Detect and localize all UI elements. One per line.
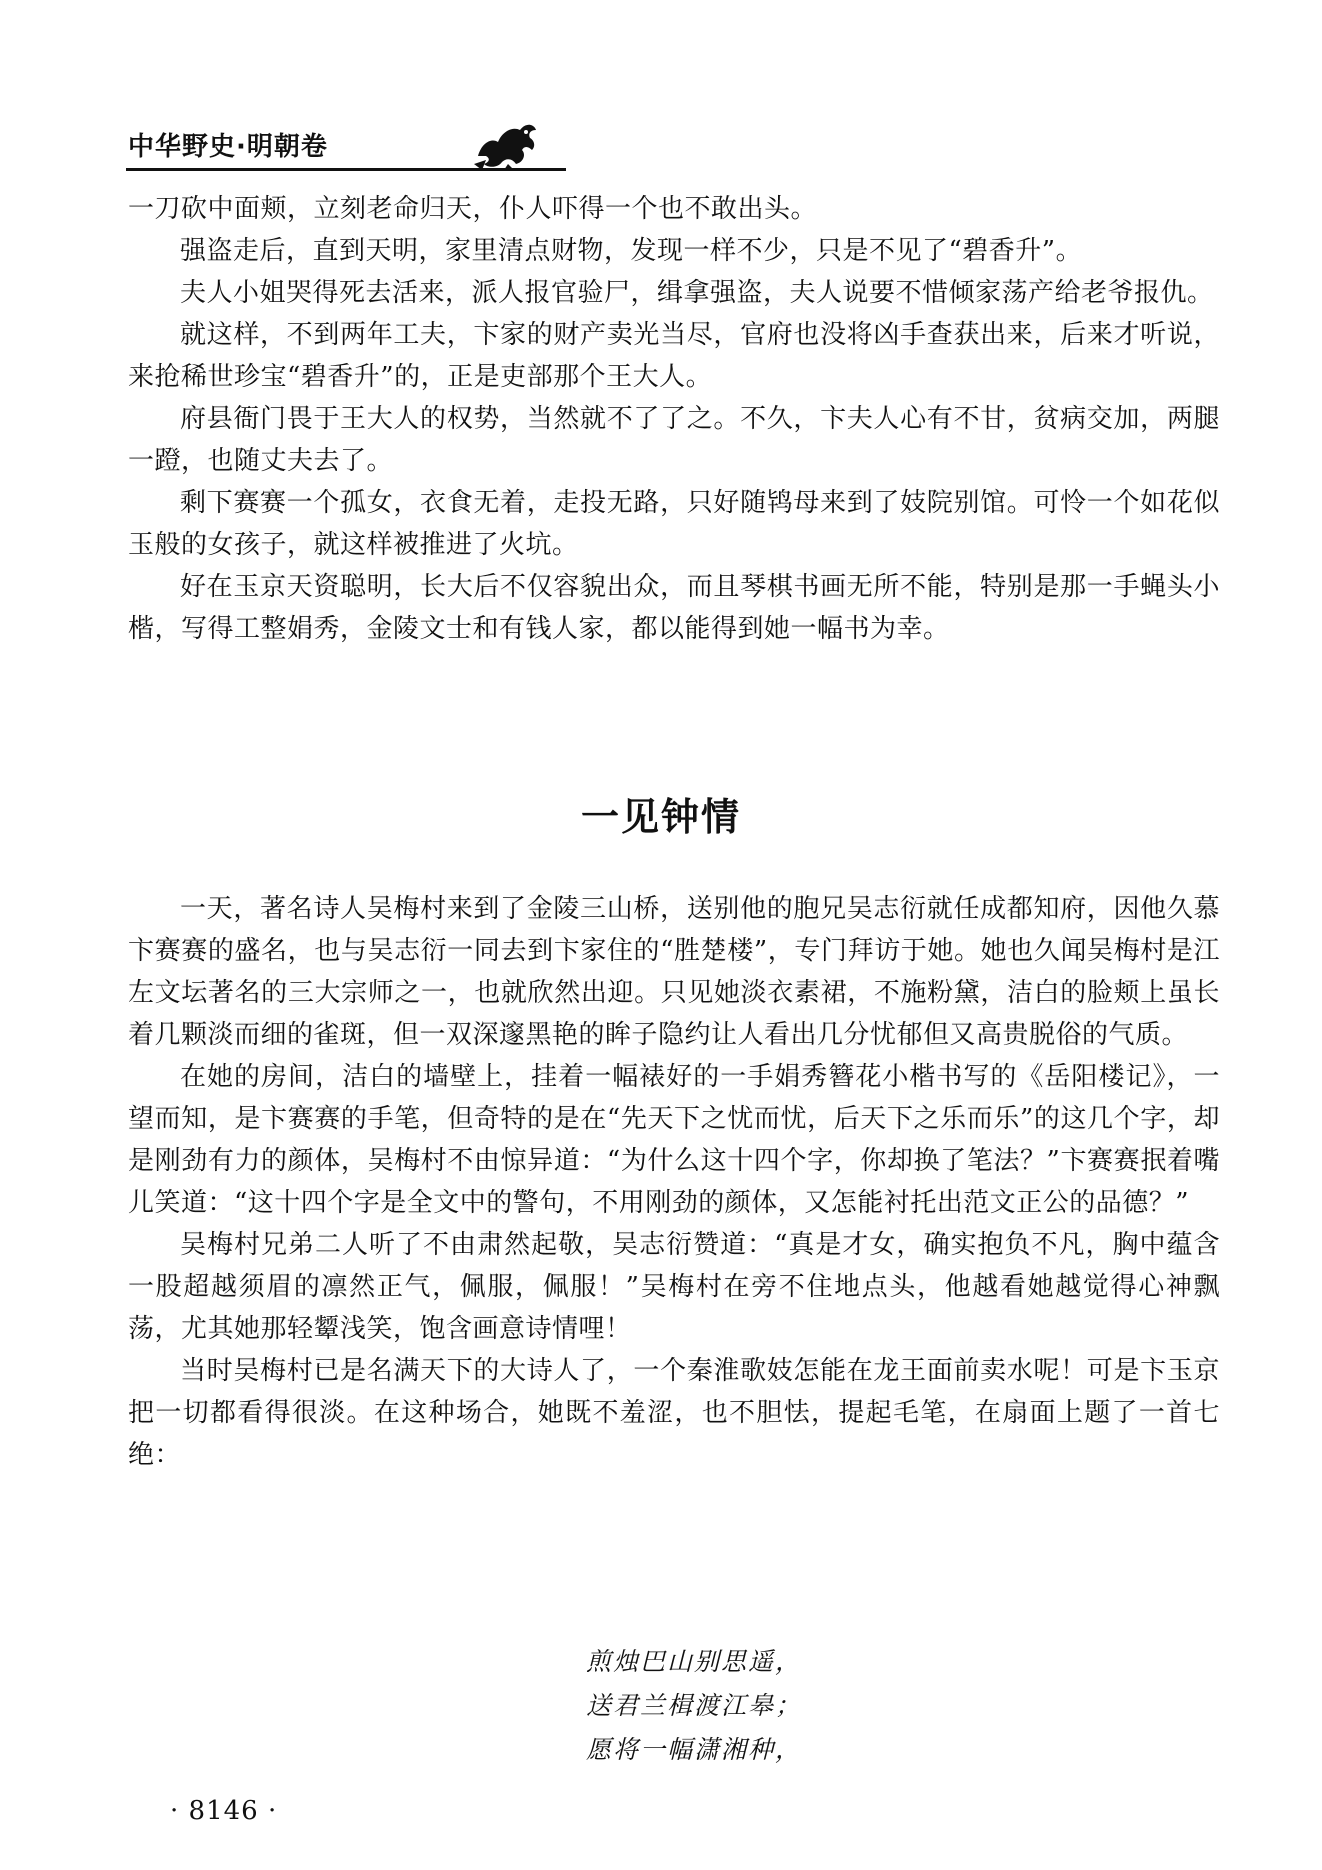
section-heading: 一见钟情	[580, 795, 741, 839]
paragraph: 强盗走后，直到天明，家里清点财物，发现一样不少，只是不见了“碧香升”。	[180, 236, 1083, 266]
poem	[586, 1640, 802, 1772]
paragraph: 吴梅村兄弟二人听了不由肃然起敬，吴志衍赞道：“真是才女，确实抱负不凡，胸中蕴含一股超越须眉的凛然正气，佩服，佩服！”吴梅村在旁不住地点头，他越看她越觉得心神飘荡，尤其她那轻颦浅笑，饱含画意诗情哩！	[128, 1230, 1220, 1344]
dragon-emblem-icon	[468, 112, 542, 172]
page-number: · 8146 ·	[170, 1796, 278, 1826]
header-divider	[126, 168, 566, 171]
poem-line: 煎烛巴山别思遥，	[586, 1647, 803, 1676]
paragraph: 在她的房间，洁白的墙壁上，挂着一幅裱好的一手娟秀簪花小楷书写的《岳阳楼记》，一望而知，是卞赛赛的手笔，但奇特的是在“先天下之忧而忧，后天下之乐而乐”的这几个字，却是刚劲有力的颜体，吴梅村不由惊异道：“为什么这十四个字，你却换了笔法？”卞赛赛抿着嘴儿笑道：“这十四个字是全文中的警句，不用刚劲的颜体，又怎能衬托出范文正公的品德？”	[128, 1062, 1220, 1218]
paragraph: 一天，著名诗人吴梅村来到了金陵三山桥，送别他的胞兄吴志衍就任成都知府，因他久慕卞赛赛的盛名，也与吴志衍一同去到卞家住的“胜楚楼”，专门拜访于她。她也久闻吴梅村是江左文坛著名的三大宗师之一，也就欣然出迎。只见她淡衣素裙，不施粉黛，洁白的脸颊上虽长着几颗淡而细的雀斑，但一双深邃黑艳的眸子隐约让人看出几分忧郁但又高贵脱俗的气质。	[128, 894, 1220, 1050]
paragraph: 就这样，不到两年工夫，卞家的财产卖光当尽，官府也没将凶手查获出来，后来才听说，来抢稀世珍宝“碧香升”的，正是吏部那个王大人。	[128, 320, 1220, 392]
paragraph: 剩下赛赛一个孤女，衣食无着，走投无路，只好随鸨母来到了妓院别馆。可怜一个如花似玉般的女孩子，就这样被推进了火坑。	[128, 488, 1220, 560]
poem-line: 愿将一幅潇湘种，	[586, 1735, 803, 1764]
paragraph: 夫人小姐哭得死去活来，派人报官验尸，缉拿强盗，夫人说要不惜倾家荡产给老爷报仇。	[180, 278, 1214, 308]
paragraph: 一刀砍中面颊，立刻老命归天，仆人吓得一个也不敢出头。	[128, 194, 818, 224]
poem-line: 送君兰楫渡江皋；	[586, 1691, 803, 1720]
paragraph: 当时吴梅村已是名满天下的大诗人了，一个秦淮歌妓怎能在龙王面前卖水呢！可是卞玉京把一切都看得很淡。在这种场合，她既不羞涩，也不胆怯，提起毛笔，在扇面上题了一首七绝：	[128, 1356, 1220, 1470]
text-block-continued	[128, 188, 1220, 650]
running-header	[128, 118, 548, 182]
book-title: 中华野史·明朝卷	[128, 132, 328, 162]
paragraph: 好在玉京天资聪明，长大后不仅容貌出众，而且琴棋书画无所不能，特别是那一手蝇头小楷，写得工整娟秀，金陵文士和有钱人家，都以能得到她一幅书为幸。	[128, 572, 1220, 644]
paragraph: 府县衙门畏于王大人的权势，当然就不了了之。不久，卞夫人心有不甘，贫病交加，两腿一蹬，也随丈夫去了。	[128, 404, 1220, 476]
text-block-section	[128, 888, 1220, 1476]
